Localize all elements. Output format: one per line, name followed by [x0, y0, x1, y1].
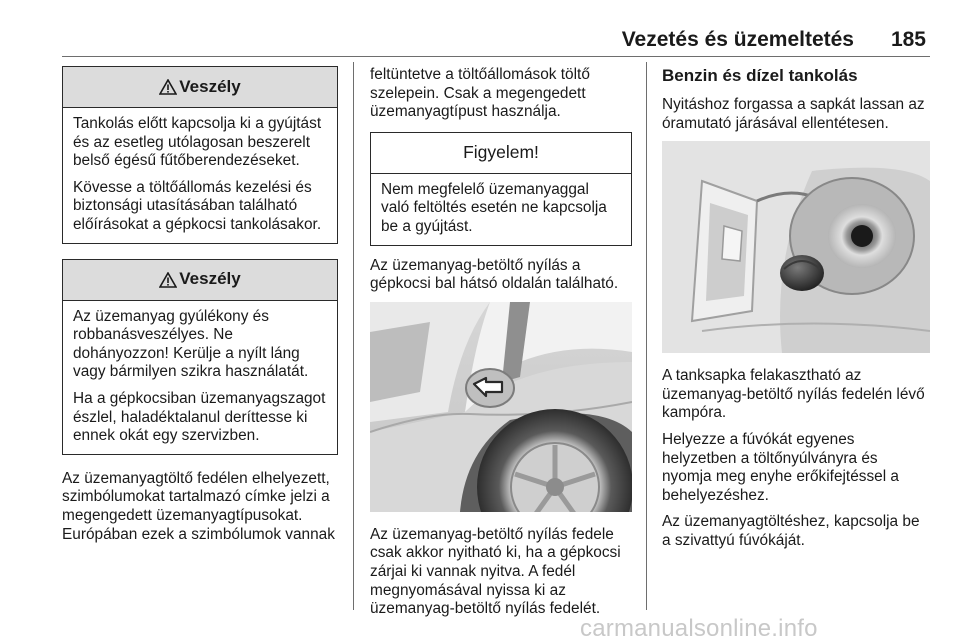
- column-middle: [370, 66, 632, 627]
- warning-triangle-icon: [159, 79, 177, 95]
- column-left: [62, 66, 338, 552]
- danger-text: Ha a gépkocsiban üzemanyagszagot észlel, haladéktalanul deríttesse ki ennek okát egy szervizben.: [73, 389, 326, 445]
- danger-title: Veszély: [179, 76, 241, 96]
- column-right: [662, 66, 930, 559]
- body-text: A tanksapka felakasztható az üzemanyag-betöltő nyílás fedelén lévő kampóra.: [662, 367, 925, 422]
- body-text: Nyitáshoz forgassa a sapkát lassan az óramutató járásával ellentétesen.: [662, 96, 925, 132]
- page-header: [62, 26, 930, 57]
- section-title: Vezetés és üzemeltetés: [621, 28, 854, 51]
- watermark: carmanualsonline.info: [580, 615, 818, 642]
- notice-box: [370, 132, 632, 246]
- page-number: 185: [890, 28, 926, 51]
- warning-triangle-icon: [159, 272, 177, 288]
- notice-title: Figyelem!: [463, 142, 539, 163]
- danger-text: Kövesse a töltőállomás kezelési és biztonsági utasításában található előírásokat a gépkocsi tankolásakor.: [73, 178, 322, 233]
- fuel-cap-illustration: [662, 141, 930, 353]
- danger-box: [62, 259, 338, 455]
- column-divider: [353, 62, 354, 610]
- danger-box-header: [63, 260, 337, 301]
- danger-title: Veszély: [179, 269, 241, 289]
- fuel-flap-location-illustration: [370, 302, 632, 512]
- danger-text: Tankolás előtt kapcsolja ki a gyújtást és az esetleg utólagosan beszerelt belső égésű fűtőberendezéseket.: [73, 115, 322, 170]
- body-text: feltüntetve a töltőállomások töltő szelepein. Csak a megengedett üzemanyagtípust használja.: [370, 66, 590, 121]
- section-heading: Benzin és dízel tankolás: [662, 66, 858, 85]
- danger-box: [62, 66, 338, 244]
- danger-box-header: [63, 67, 337, 108]
- body-text: Az üzemanyagtöltéshez, kapcsolja be a szivattyú fúvókáját.: [662, 513, 920, 549]
- fuel-label-text: Az üzemanyagtöltő fedélen elhelyezett, szimbólumokat tartalmazó címke jelzi a megengedett üzemanyagtípusokat. Európában ezek a szimbólumok vannak: [62, 469, 335, 543]
- body-text: Helyezze a fúvókát egyenes helyzetben a töltőnyúlványra és nyomja meg enyhe erőkifejtéssel a behelyezéshez.: [662, 430, 899, 504]
- body-text: Az üzemanyag-betöltő nyílás fedele csak akkor nyitható ki, ha a gépkocsi zárjai ki vannak nyitva. A fedél megnyomásával nyissa ki az üzemanyag-betöltő nyílás fedelét.: [370, 525, 621, 618]
- notice-box-header: [371, 133, 631, 174]
- column-divider: [646, 62, 647, 610]
- danger-text: Az üzemanyag gyúlékony és robbanásveszélyes. Ne dohányozzon! Kerülje a nyílt láng vagy bármilyen szikra használatát.: [73, 307, 309, 381]
- body-text: Az üzemanyag-betöltő nyílás a gépkocsi bal hátsó oldalán található.: [370, 256, 619, 293]
- notice-text: Nem megfelelő üzemanyaggal való feltöltés esetén ne kapcsolja be a gyújtást.: [381, 180, 607, 235]
